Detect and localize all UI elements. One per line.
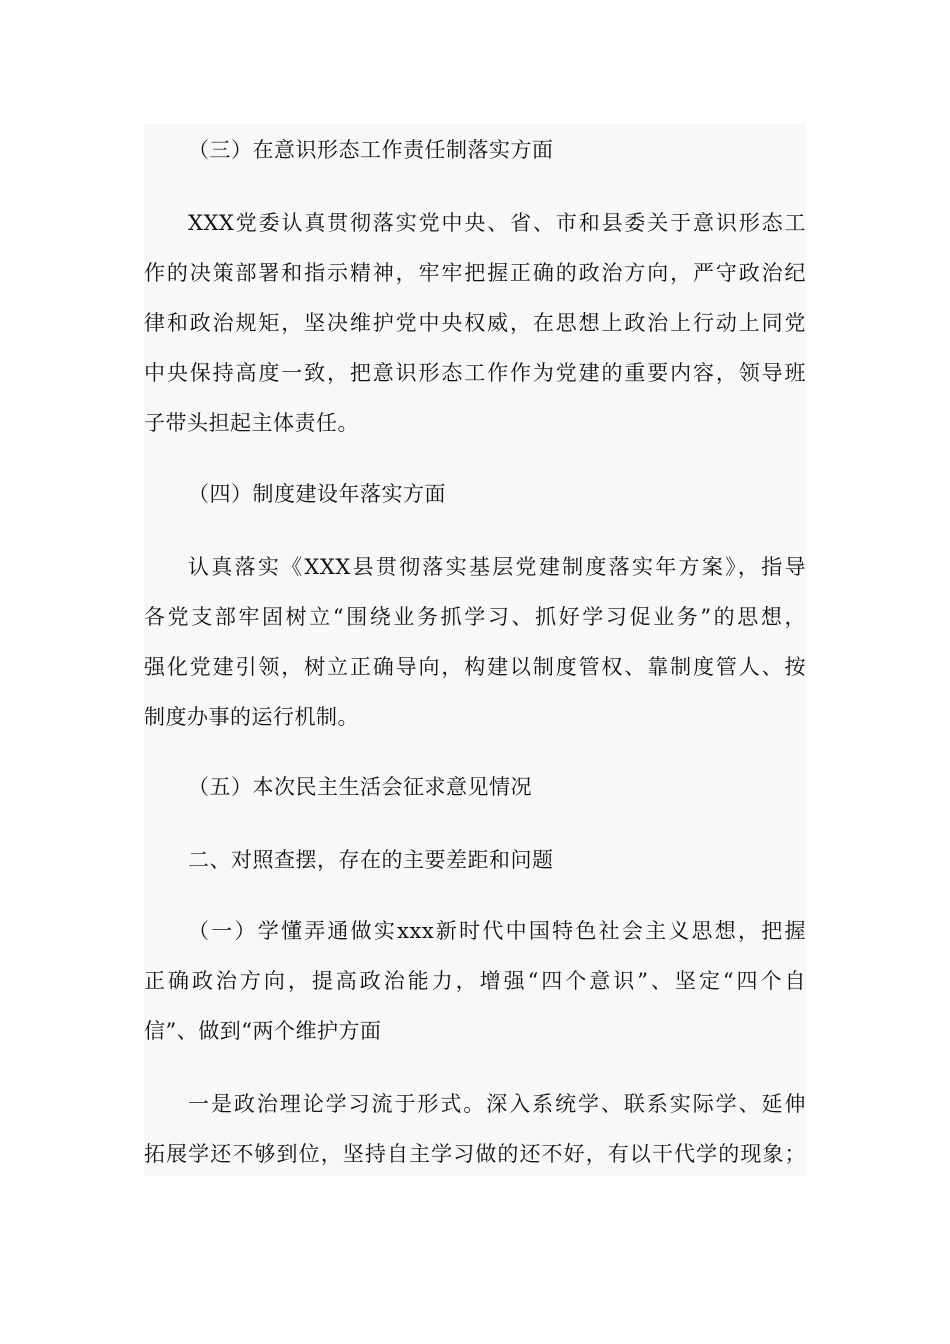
paragraph-line: 一是政治理论学习流于形式。深入系统学、联系实际学、延伸: [188, 1092, 806, 1116]
paragraph-line: 信”、做到“两个维护方面: [144, 1019, 382, 1043]
paragraph-line: 制度办事的运行机制。: [144, 705, 359, 729]
paragraph-line: 子带头担起主体责任。: [144, 411, 359, 435]
paragraph-line: 各党支部牢固树立“围绕业务抓学习、抓好学习促业务”的思想，: [144, 605, 806, 629]
paragraph-line: 中央保持高度一致，把意识形态工作作为党建的重要内容，领导班: [144, 361, 806, 385]
section-heading-3: （三）在意识形态工作责任制落实方面: [188, 138, 554, 162]
paragraph-line: 强化党建引领，树立正确导向，构建以制度管权、靠制度管人、按: [144, 655, 806, 679]
document-body: [144, 124, 806, 1176]
section-heading-5: （五）本次民主生活会征求意见情况: [188, 775, 532, 799]
paragraph-line: XXX党委认真贯彻落实党中央、省、市和县委关于意识形态工: [188, 211, 806, 235]
paragraph-line: 拓展学还不够到位，坚持自主学习做的还不好，有以干代学的现象；: [144, 1142, 806, 1166]
paragraph-line: 律和政治规矩，坚决维护党中央权威，在思想上政治上行动上同党: [144, 311, 806, 335]
part-heading-2: 二、对照查摆，存在的主要差距和问题: [188, 848, 554, 872]
paragraph-line: 正确政治方向，提高政治能力，增强“四个意识”、坚定“四个自: [144, 969, 806, 993]
section-heading-4: （四）制度建设年落实方面: [188, 482, 446, 506]
paragraph-line: （一）学懂弄通做实xxx新时代中国特色社会主义思想，把握: [188, 919, 806, 943]
paragraph-line: 作的决策部署和指示精神，牢牢把握正确的政治方向，严守政治纪: [144, 261, 806, 285]
paragraph-line: 认真落实《XXX县贯彻落实基层党建制度落实年方案》，指导: [188, 555, 806, 579]
